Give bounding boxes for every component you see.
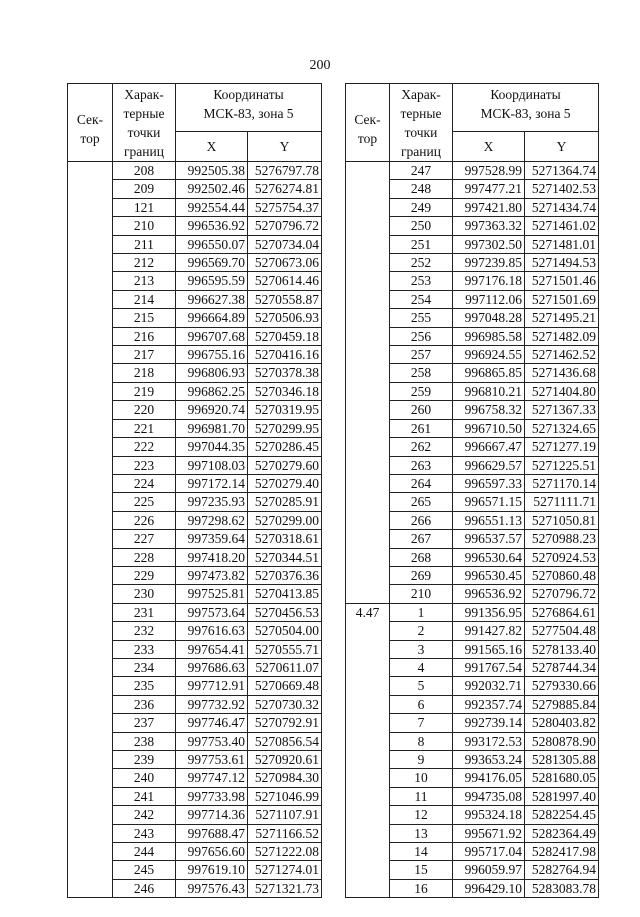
point-cell: 251	[390, 235, 453, 253]
table-body	[346, 162, 599, 898]
point-cell: 210	[390, 585, 453, 603]
x-coordinate-cell: 997747.12	[176, 769, 248, 787]
point-cell: 267	[390, 530, 453, 548]
point-cell: 240	[113, 769, 176, 787]
y-coordinate-cell: 5281680.05	[525, 769, 599, 787]
point-cell: 225	[113, 493, 176, 511]
characteristic-points-header: Харак- терные точки границ	[390, 84, 453, 162]
x-coordinate-cell: 995717.04	[453, 843, 525, 861]
x-coordinate-cell: 996862.25	[176, 382, 248, 400]
x-coordinate-cell: 997619.10	[176, 861, 248, 879]
point-cell: 13	[390, 824, 453, 842]
table-row	[68, 162, 322, 180]
x-coordinate-cell: 996920.74	[176, 401, 248, 419]
point-cell: 7	[390, 714, 453, 732]
x-coordinate-cell: 997235.93	[176, 493, 248, 511]
point-cell: 232	[113, 622, 176, 640]
y-coordinate-cell: 5271107.91	[248, 806, 322, 824]
point-cell: 10	[390, 769, 453, 787]
y-coordinate-cell: 5271461.02	[525, 217, 599, 235]
x-coordinate-cell: 996551.13	[453, 511, 525, 529]
y-coordinate-cell: 5270299.95	[248, 419, 322, 437]
x-coordinate-cell: 991767.54	[453, 658, 525, 676]
y-coordinate-cell: 5270920.61	[248, 751, 322, 769]
point-cell: 256	[390, 327, 453, 345]
point-cell: 220	[113, 401, 176, 419]
point-cell: 218	[113, 364, 176, 382]
point-cell: 248	[390, 180, 453, 198]
x-coordinate-cell: 996664.89	[176, 309, 248, 327]
x-coordinate-cell: 996755.16	[176, 346, 248, 364]
x-coordinate-cell: 997712.91	[176, 677, 248, 695]
point-cell: 214	[113, 290, 176, 308]
x-coordinate-cell: 997753.40	[176, 732, 248, 750]
x-coordinate-cell: 996597.33	[453, 474, 525, 492]
x-coordinate-cell: 996707.68	[176, 327, 248, 345]
point-cell: 254	[390, 290, 453, 308]
y-coordinate-cell: 5270669.48	[248, 677, 322, 695]
y-coordinate-cell: 5271462.52	[525, 346, 599, 364]
y-coordinate-cell: 5270416.16	[248, 346, 322, 364]
table-row	[346, 162, 599, 180]
point-cell: 239	[113, 751, 176, 769]
y-coordinate-cell: 5271495.21	[525, 309, 599, 327]
x-coordinate-cell: 997746.47	[176, 714, 248, 732]
point-cell: 264	[390, 474, 453, 492]
point-cell: 221	[113, 419, 176, 437]
point-cell: 263	[390, 456, 453, 474]
y-coordinate-cell: 5270988.23	[525, 530, 599, 548]
sector-cell	[68, 162, 113, 898]
y-coordinate-cell: 5276797.78	[248, 162, 322, 180]
point-cell: 236	[113, 695, 176, 713]
x-coordinate-cell: 996536.92	[176, 217, 248, 235]
y-coordinate-cell: 5270796.72	[525, 585, 599, 603]
point-cell: 213	[113, 272, 176, 290]
point-cell: 265	[390, 493, 453, 511]
y-coordinate-cell: 5271434.74	[525, 198, 599, 216]
y-coordinate-cell: 5270792.91	[248, 714, 322, 732]
point-cell: 3	[390, 640, 453, 658]
x-coordinate-cell: 996806.93	[176, 364, 248, 382]
x-coordinate-cell: 994735.08	[453, 787, 525, 805]
point-cell: 1	[390, 603, 453, 621]
point-cell: 11	[390, 787, 453, 805]
point-cell: 242	[113, 806, 176, 824]
y-coordinate-cell: 5278744.34	[525, 658, 599, 676]
y-coordinate-cell: 5270285.91	[248, 493, 322, 511]
x-coordinate-cell: 996710.50	[453, 419, 525, 437]
point-cell: 224	[113, 474, 176, 492]
y-coordinate-cell: 5270558.87	[248, 290, 322, 308]
x-coordinate-cell: 994176.05	[453, 769, 525, 787]
x-coordinate-cell: 997733.98	[176, 787, 248, 805]
y-coordinate-cell: 5271436.68	[525, 364, 599, 382]
y-coordinate-cell: 5270459.18	[248, 327, 322, 345]
x-coordinate-cell: 996550.07	[176, 235, 248, 253]
x-coordinate-cell: 997477.21	[453, 180, 525, 198]
y-coordinate-cell: 5270286.45	[248, 438, 322, 456]
point-cell: 261	[390, 419, 453, 437]
point-cell: 15	[390, 861, 453, 879]
x-coordinate-cell: 997732.92	[176, 695, 248, 713]
y-coordinate-cell: 5271501.69	[525, 290, 599, 308]
point-cell: 237	[113, 714, 176, 732]
coordinates-header: Координаты МСК-83, зона 5	[453, 84, 599, 132]
x-coordinate-cell: 996429.10	[453, 879, 525, 897]
x-coordinate-cell: 996537.57	[453, 530, 525, 548]
x-coordinate-cell: 997359.64	[176, 530, 248, 548]
y-coordinate-cell: 5280403.82	[525, 714, 599, 732]
point-cell: 234	[113, 658, 176, 676]
x-coordinate-cell: 991427.82	[453, 622, 525, 640]
y-coordinate-cell: 5270796.72	[248, 217, 322, 235]
point-cell: 262	[390, 438, 453, 456]
y-coordinate-cell: 5270730.32	[248, 695, 322, 713]
y-coordinate-cell: 5270299.00	[248, 511, 322, 529]
x-coordinate-cell: 997108.03	[176, 456, 248, 474]
y-header: Y	[248, 132, 322, 162]
point-cell: 219	[113, 382, 176, 400]
point-cell: 229	[113, 566, 176, 584]
x-coordinate-cell: 996571.15	[453, 493, 525, 511]
point-cell: 244	[113, 843, 176, 861]
sector-header: Сек- тор	[346, 84, 390, 162]
coordinates-table-right	[345, 83, 599, 898]
y-coordinate-cell: 5270279.60	[248, 456, 322, 474]
characteristic-points-header: Харак- терные точки границ	[113, 84, 176, 162]
x-coordinate-cell: 997112.06	[453, 290, 525, 308]
y-coordinate-cell: 5278133.40	[525, 640, 599, 658]
y-coordinate-cell: 5277504.48	[525, 622, 599, 640]
point-cell: 14	[390, 843, 453, 861]
y-coordinate-cell: 5271482.09	[525, 327, 599, 345]
x-coordinate-cell: 997044.35	[176, 438, 248, 456]
x-coordinate-cell: 997176.18	[453, 272, 525, 290]
point-cell: 228	[113, 548, 176, 566]
point-cell: 250	[390, 217, 453, 235]
x-coordinate-cell: 996530.64	[453, 548, 525, 566]
x-coordinate-cell: 997302.50	[453, 235, 525, 253]
y-coordinate-cell: 5281997.40	[525, 787, 599, 805]
x-coordinate-cell: 996536.92	[453, 585, 525, 603]
y-coordinate-cell: 5271222.08	[248, 843, 322, 861]
x-coordinate-cell: 997688.47	[176, 824, 248, 842]
point-cell: 121	[113, 198, 176, 216]
point-cell: 226	[113, 511, 176, 529]
y-coordinate-cell: 5276864.61	[525, 603, 599, 621]
y-coordinate-cell: 5282254.45	[525, 806, 599, 824]
x-coordinate-cell: 996758.32	[453, 401, 525, 419]
y-coordinate-cell: 5271225.51	[525, 456, 599, 474]
point-cell: 8	[390, 732, 453, 750]
y-coordinate-cell: 5270504.00	[248, 622, 322, 640]
sector-cell	[346, 162, 390, 604]
y-coordinate-cell: 5276274.81	[248, 180, 322, 198]
x-coordinate-cell: 992554.44	[176, 198, 248, 216]
y-coordinate-cell: 5270984.30	[248, 769, 322, 787]
point-cell: 269	[390, 566, 453, 584]
point-cell: 252	[390, 254, 453, 272]
x-coordinate-cell: 996569.70	[176, 254, 248, 272]
y-coordinate-cell: 5270279.40	[248, 474, 322, 492]
x-coordinate-cell: 996865.85	[453, 364, 525, 382]
x-coordinate-cell: 996595.59	[176, 272, 248, 290]
x-coordinate-cell: 996924.55	[453, 346, 525, 364]
y-coordinate-cell: 5271277.19	[525, 438, 599, 456]
point-cell: 209	[113, 180, 176, 198]
y-coordinate-cell: 5279885.84	[525, 695, 599, 713]
x-coordinate-cell: 991356.95	[453, 603, 525, 621]
y-coordinate-cell: 5271481.01	[525, 235, 599, 253]
point-cell: 5	[390, 677, 453, 695]
x-coordinate-cell: 996059.97	[453, 861, 525, 879]
x-coordinate-cell: 997753.61	[176, 751, 248, 769]
x-coordinate-cell: 997363.32	[453, 217, 525, 235]
x-coordinate-cell: 996985.58	[453, 327, 525, 345]
x-coordinate-cell: 997656.60	[176, 843, 248, 861]
point-cell: 245	[113, 861, 176, 879]
x-coordinate-cell: 997418.20	[176, 548, 248, 566]
x-coordinate-cell: 997298.62	[176, 511, 248, 529]
x-coordinate-cell: 995671.92	[453, 824, 525, 842]
y-coordinate-cell: 5270346.18	[248, 382, 322, 400]
y-coordinate-cell: 5271274.01	[248, 861, 322, 879]
y-coordinate-cell: 5271501.46	[525, 272, 599, 290]
point-cell: 246	[113, 879, 176, 897]
y-coordinate-cell: 5270614.46	[248, 272, 322, 290]
point-cell: 241	[113, 787, 176, 805]
y-coordinate-cell: 5270378.38	[248, 364, 322, 382]
point-cell: 212	[113, 254, 176, 272]
x-coordinate-cell: 996530.45	[453, 566, 525, 584]
point-cell: 266	[390, 511, 453, 529]
point-cell: 230	[113, 585, 176, 603]
point-cell: 260	[390, 401, 453, 419]
x-coordinate-cell: 997714.36	[176, 806, 248, 824]
x-coordinate-cell: 997576.43	[176, 879, 248, 897]
y-coordinate-cell: 5270318.61	[248, 530, 322, 548]
y-coordinate-cell: 5271402.53	[525, 180, 599, 198]
point-cell: 16	[390, 879, 453, 897]
point-cell: 231	[113, 603, 176, 621]
x-coordinate-cell: 997172.14	[176, 474, 248, 492]
x-coordinate-cell: 997528.99	[453, 162, 525, 180]
coordinates-table-left	[67, 83, 322, 898]
x-coordinate-cell: 997686.63	[176, 658, 248, 676]
point-cell: 243	[113, 824, 176, 842]
y-coordinate-cell: 5271367.33	[525, 401, 599, 419]
x-coordinate-cell: 996981.70	[176, 419, 248, 437]
y-coordinate-cell: 5271111.71	[525, 493, 599, 511]
y-coordinate-cell: 5270319.95	[248, 401, 322, 419]
point-cell: 215	[113, 309, 176, 327]
y-coordinate-cell: 5282764.94	[525, 861, 599, 879]
y-coordinate-cell: 5271494.53	[525, 254, 599, 272]
y-coordinate-cell: 5280878.90	[525, 732, 599, 750]
y-coordinate-cell: 5271404.80	[525, 382, 599, 400]
y-coordinate-cell: 5282364.49	[525, 824, 599, 842]
point-cell: 6	[390, 695, 453, 713]
x-coordinate-cell: 992505.38	[176, 162, 248, 180]
point-cell: 227	[113, 530, 176, 548]
point-cell: 253	[390, 272, 453, 290]
y-coordinate-cell: 5270456.53	[248, 603, 322, 621]
x-coordinate-cell: 997525.81	[176, 585, 248, 603]
point-cell: 9	[390, 751, 453, 769]
y-coordinate-cell: 5271050.81	[525, 511, 599, 529]
point-cell: 223	[113, 456, 176, 474]
table-row	[346, 603, 599, 621]
x-coordinate-cell: 997421.80	[453, 198, 525, 216]
x-coordinate-cell: 992739.14	[453, 714, 525, 732]
x-coordinate-cell: 993172.53	[453, 732, 525, 750]
point-cell: 258	[390, 364, 453, 382]
x-coordinate-cell: 997473.82	[176, 566, 248, 584]
y-coordinate-cell: 5271321.73	[248, 879, 322, 897]
x-coordinate-cell: 991565.16	[453, 640, 525, 658]
point-cell: 217	[113, 346, 176, 364]
x-coordinate-cell: 996667.47	[453, 438, 525, 456]
sector-header: Сек- тор	[68, 84, 113, 162]
point-cell: 211	[113, 235, 176, 253]
y-header: Y	[525, 132, 599, 162]
x-coordinate-cell: 997048.28	[453, 309, 525, 327]
x-coordinate-cell: 996810.21	[453, 382, 525, 400]
y-coordinate-cell: 5270924.53	[525, 548, 599, 566]
point-cell: 216	[113, 327, 176, 345]
page-number: 200	[309, 58, 331, 73]
y-coordinate-cell: 5270734.04	[248, 235, 322, 253]
y-coordinate-cell: 5281305.88	[525, 751, 599, 769]
y-coordinate-cell: 5270344.51	[248, 548, 322, 566]
table-header	[68, 84, 322, 162]
point-cell: 12	[390, 806, 453, 824]
x-coordinate-cell: 996627.38	[176, 290, 248, 308]
x-coordinate-cell: 997654.41	[176, 640, 248, 658]
y-coordinate-cell: 5271170.14	[525, 474, 599, 492]
y-coordinate-cell: 5270611.07	[248, 658, 322, 676]
point-cell: 268	[390, 548, 453, 566]
x-coordinate-cell: 997239.85	[453, 254, 525, 272]
x-coordinate-cell: 995324.18	[453, 806, 525, 824]
y-coordinate-cell: 5270555.71	[248, 640, 322, 658]
point-cell: 4	[390, 658, 453, 676]
point-cell: 233	[113, 640, 176, 658]
y-coordinate-cell: 5271046.99	[248, 787, 322, 805]
y-coordinate-cell: 5270673.06	[248, 254, 322, 272]
point-cell: 210	[113, 217, 176, 235]
point-cell: 259	[390, 382, 453, 400]
x-coordinate-cell: 997573.64	[176, 603, 248, 621]
point-cell: 249	[390, 198, 453, 216]
table-header	[346, 84, 599, 162]
y-coordinate-cell: 5279330.66	[525, 677, 599, 695]
y-coordinate-cell: 5283083.78	[525, 879, 599, 897]
point-cell: 247	[390, 162, 453, 180]
x-coordinate-cell: 997616.63	[176, 622, 248, 640]
point-cell: 222	[113, 438, 176, 456]
x-header: X	[453, 132, 525, 162]
point-cell: 208	[113, 162, 176, 180]
y-coordinate-cell: 5270506.93	[248, 309, 322, 327]
table-body	[68, 162, 322, 898]
point-cell: 238	[113, 732, 176, 750]
y-coordinate-cell: 5271166.52	[248, 824, 322, 842]
point-cell: 255	[390, 309, 453, 327]
y-coordinate-cell: 5271324.65	[525, 419, 599, 437]
y-coordinate-cell: 5270860.48	[525, 566, 599, 584]
y-coordinate-cell: 5275754.37	[248, 198, 322, 216]
x-coordinate-cell: 996629.57	[453, 456, 525, 474]
y-coordinate-cell: 5271364.74	[525, 162, 599, 180]
x-coordinate-cell: 993653.24	[453, 751, 525, 769]
x-coordinate-cell: 992502.46	[176, 180, 248, 198]
coordinates-header: Координаты МСК-83, зона 5	[176, 84, 322, 132]
y-coordinate-cell: 5282417.98	[525, 843, 599, 861]
y-coordinate-cell: 5270413.85	[248, 585, 322, 603]
point-cell: 235	[113, 677, 176, 695]
x-coordinate-cell: 992032.71	[453, 677, 525, 695]
x-header: X	[176, 132, 248, 162]
point-cell: 257	[390, 346, 453, 364]
x-coordinate-cell: 992357.74	[453, 695, 525, 713]
y-coordinate-cell: 5270376.36	[248, 566, 322, 584]
sector-cell: 4.47	[346, 603, 390, 898]
y-coordinate-cell: 5270856.54	[248, 732, 322, 750]
point-cell: 2	[390, 622, 453, 640]
